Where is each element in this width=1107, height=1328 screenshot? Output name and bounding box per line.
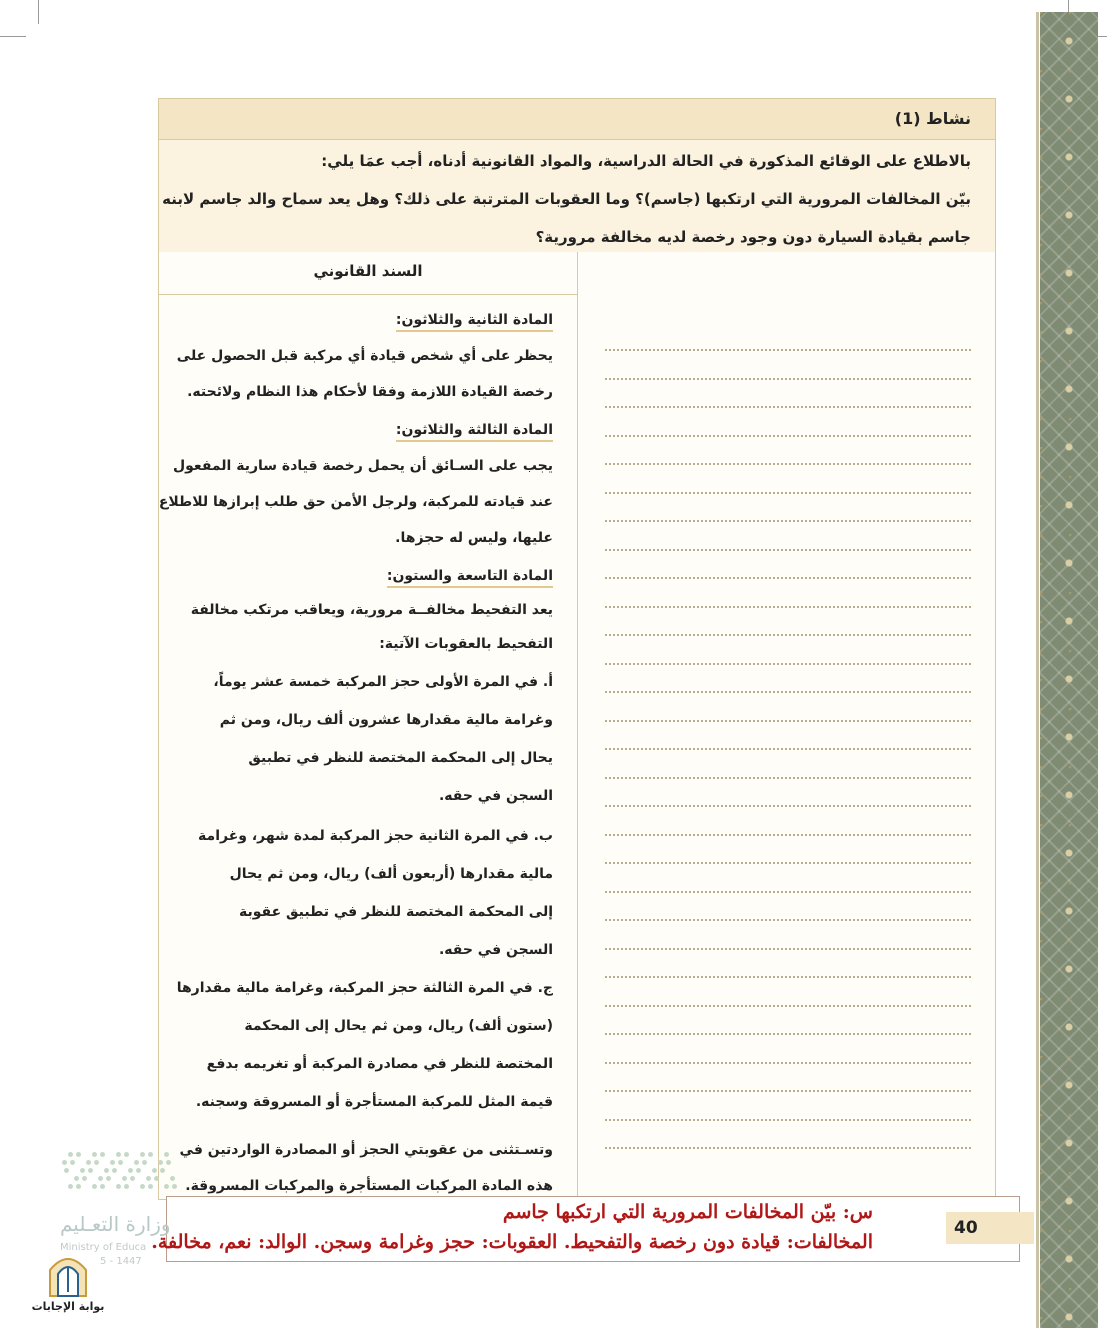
dotted-answer-line xyxy=(605,378,971,380)
answer-text: المخالفات: قيادة دون رخصة والتفحيط. العقوبات: حجز وغرامة وسجن. الوالد: نعم، مخالفة. xyxy=(151,1231,873,1253)
question-line: جاسم بقيادة السيارة دون وجود رخصة لديه مخالفة مرورية؟ xyxy=(535,228,971,246)
article-text: وغرامة مالية مقدارها عشرون ألف ريال، ومن ثم xyxy=(219,712,553,728)
article-text: المختصة للنظر في مصادرة المركبة أو تغريمه بدفع xyxy=(206,1056,553,1072)
logo-dot xyxy=(164,1184,169,1189)
dotted-answer-line xyxy=(605,1062,971,1064)
question-line: بالاطلاع على الوقائع المذكورة في الحالة الدراسية، والمواد القانونية أدناه، أجب عمَا يلي: xyxy=(321,152,971,170)
logo-dot xyxy=(116,1184,121,1189)
dotted-answer-line xyxy=(605,976,971,978)
logo-dot xyxy=(106,1176,111,1181)
logo-dot xyxy=(124,1184,129,1189)
dotted-answer-line xyxy=(605,406,971,408)
article-text: أ. في المرة الأولى حجز المركبة خمسة عشر يوماً، xyxy=(213,674,553,690)
dotted-answer-line xyxy=(605,720,971,722)
article-text: عند قيادته للمركبة، ولرجل الأمن حق طلب إبرازها للاطلاع xyxy=(158,494,553,510)
article-text: رخصة القيادة اللازمة وفقا لأحكام هذا النظام ولائحته. xyxy=(187,384,553,400)
dotted-answer-line xyxy=(605,634,971,636)
article-text: مالية مقدارها (أربعون ألف) ريال، ومن ثم يحال xyxy=(229,866,553,882)
logo-dot xyxy=(130,1176,135,1181)
dotted-answer-line xyxy=(605,549,971,551)
logo-dot xyxy=(142,1160,147,1165)
ministry-name-ar: وزارة التعـليم xyxy=(60,1212,171,1236)
logo-dot xyxy=(76,1152,81,1157)
logo-dot xyxy=(154,1176,159,1181)
dotted-answer-line xyxy=(605,1147,971,1149)
activity-question xyxy=(159,140,995,252)
dotted-answer-line xyxy=(605,834,971,836)
logo-dot xyxy=(110,1160,115,1165)
ministry-year: 5 - 1447 xyxy=(100,1256,142,1267)
logo-dot xyxy=(116,1152,121,1157)
article-title-underline: المادة الثانية والثلاثون: xyxy=(396,312,553,332)
dotted-answer-line xyxy=(605,435,971,437)
logo-dot xyxy=(100,1152,105,1157)
article-text: إلى المحكمة المختصة للنظر في تطبيق عقوبة xyxy=(238,904,553,920)
page-number: 40 xyxy=(946,1212,1034,1244)
dotted-answer-line xyxy=(605,606,971,608)
dotted-answer-line xyxy=(605,1005,971,1007)
dotted-answer-line xyxy=(605,663,971,665)
logo-dot xyxy=(92,1152,97,1157)
logo-dot xyxy=(128,1168,133,1173)
dotted-answer-line xyxy=(605,919,971,921)
logo-dot xyxy=(152,1168,157,1173)
gateway-site-name: بوابة الإجابات xyxy=(31,1300,105,1313)
dotted-answer-line xyxy=(605,463,971,465)
article-text: يعد التفحيط مخالفــة مرورية، ويعاقب مرتكب مخالفة xyxy=(190,602,553,618)
article-title xyxy=(387,568,553,584)
article-text: السجن في حقه. xyxy=(438,942,553,958)
ornamental-border xyxy=(1040,12,1098,1328)
ornament-border-line xyxy=(1036,12,1039,1328)
logo-dot xyxy=(136,1168,141,1173)
logo-dot xyxy=(148,1184,153,1189)
ministry-name-en: Ministry of Educa xyxy=(60,1242,147,1253)
logo-dot xyxy=(140,1152,145,1157)
crop-mark xyxy=(38,0,39,24)
logo-dot xyxy=(68,1152,73,1157)
dotted-answer-line xyxy=(605,520,971,522)
legal-basis-column xyxy=(159,252,578,1198)
dotted-answer-line xyxy=(605,748,971,750)
dotted-answer-line xyxy=(605,1033,971,1035)
answer-question: س: بيّن المخالفات المرورية التي ارتكبها جاسم xyxy=(502,1201,873,1223)
logo-dot xyxy=(74,1176,79,1181)
crop-mark xyxy=(0,36,26,37)
article-text: (ستون ألف) ريال، ومن ثم يحال إلى المحكمة xyxy=(244,1018,553,1034)
activity-title: نشاط (1) xyxy=(894,109,971,128)
logo-dot xyxy=(80,1168,85,1173)
article-text: ب. في المرة الثانية حجز المركبة لمدة شهر، وغرامة xyxy=(198,828,553,844)
logo-dot xyxy=(172,1184,177,1189)
logo-dot xyxy=(82,1176,87,1181)
dotted-answer-line xyxy=(605,691,971,693)
logo-dot xyxy=(94,1160,99,1165)
article-text: يحال إلى المحكمة المختصة للنظر في تطبيق xyxy=(248,750,553,766)
article-text: هذه المادة المركبات المستأجرة والمركبات المسروقة. xyxy=(185,1178,553,1194)
article-text: عليها، وليس له حجزها. xyxy=(395,530,553,546)
logo-dot xyxy=(124,1152,129,1157)
logo-dot xyxy=(86,1160,91,1165)
activity-header xyxy=(159,99,995,140)
logo-dot xyxy=(170,1176,175,1181)
article-text: ج. في المرة الثالثة حجز المركبة، وغرامة مالية مقدارها xyxy=(176,980,553,996)
article-text: وتسـتثنى من عقوبتي الحجز أو المصادرة الواردتين في xyxy=(179,1142,553,1158)
answers-gateway-logo xyxy=(28,1252,108,1322)
dotted-answer-line xyxy=(605,862,971,864)
logo-dot xyxy=(100,1184,105,1189)
dotted-answer-line xyxy=(605,948,971,950)
logo-dot xyxy=(134,1160,139,1165)
logo-dot xyxy=(70,1160,75,1165)
dotted-answer-line xyxy=(605,577,971,579)
dotted-answer-line xyxy=(605,891,971,893)
dotted-answer-line xyxy=(605,777,971,779)
article-title-underline: المادة الثالثة والثلاثون: xyxy=(396,422,553,442)
logo-dot xyxy=(112,1168,117,1173)
logo-dot xyxy=(92,1184,97,1189)
answer-box xyxy=(151,1196,1020,1262)
logo-dot xyxy=(164,1152,169,1157)
logo-dot xyxy=(98,1176,103,1181)
article-text: التفحيط بالعقوبات الآتية: xyxy=(379,636,553,652)
article-text: السجن في حقه. xyxy=(438,788,553,804)
dotted-answer-line xyxy=(605,1090,971,1092)
logo-dot xyxy=(76,1184,81,1189)
logo-dot xyxy=(146,1176,151,1181)
logo-dot xyxy=(88,1168,93,1173)
question-line: بيّن المخالفات المرورية التي ارتكبها (جاسم)؟ وما العقوبات المترتبة على ذلك؟ وهل يعد سماح والد جاسم لابنه xyxy=(162,190,971,208)
logo-dot xyxy=(62,1160,67,1165)
logo-dot xyxy=(160,1168,165,1173)
article-text: يحظر على أي شخص قيادة أي مركبة قبل الحصول على xyxy=(176,348,553,364)
dotted-answer-line xyxy=(605,492,971,494)
activity-box xyxy=(158,98,996,1200)
logo-dot xyxy=(140,1184,145,1189)
dotted-answer-line xyxy=(605,805,971,807)
article-title-underline: المادة التاسعة والستون: xyxy=(387,568,553,588)
logo-dot xyxy=(166,1160,171,1165)
dotted-answer-line xyxy=(605,1119,971,1121)
logo-dot xyxy=(64,1168,69,1173)
article-text: قيمة المثل للمركبة المستأجرة أو المسروقة وسجنه. xyxy=(195,1094,553,1110)
article-text: يجب على السـائق أن يحمل رخصة قيادة سارية المفعول xyxy=(173,458,553,474)
logo-dot xyxy=(118,1160,123,1165)
logo-dot xyxy=(104,1168,109,1173)
logo-dot xyxy=(158,1160,163,1165)
article-title xyxy=(396,312,553,328)
ministry-watermark xyxy=(60,1152,210,1267)
article-title xyxy=(396,422,553,438)
logo-dot xyxy=(68,1184,73,1189)
legal-basis-header: السند القانوني xyxy=(159,252,577,295)
logo-dot xyxy=(148,1152,153,1157)
gateway-emblem-icon xyxy=(46,1252,90,1298)
logo-dot xyxy=(122,1176,127,1181)
dotted-answer-line xyxy=(605,349,971,351)
